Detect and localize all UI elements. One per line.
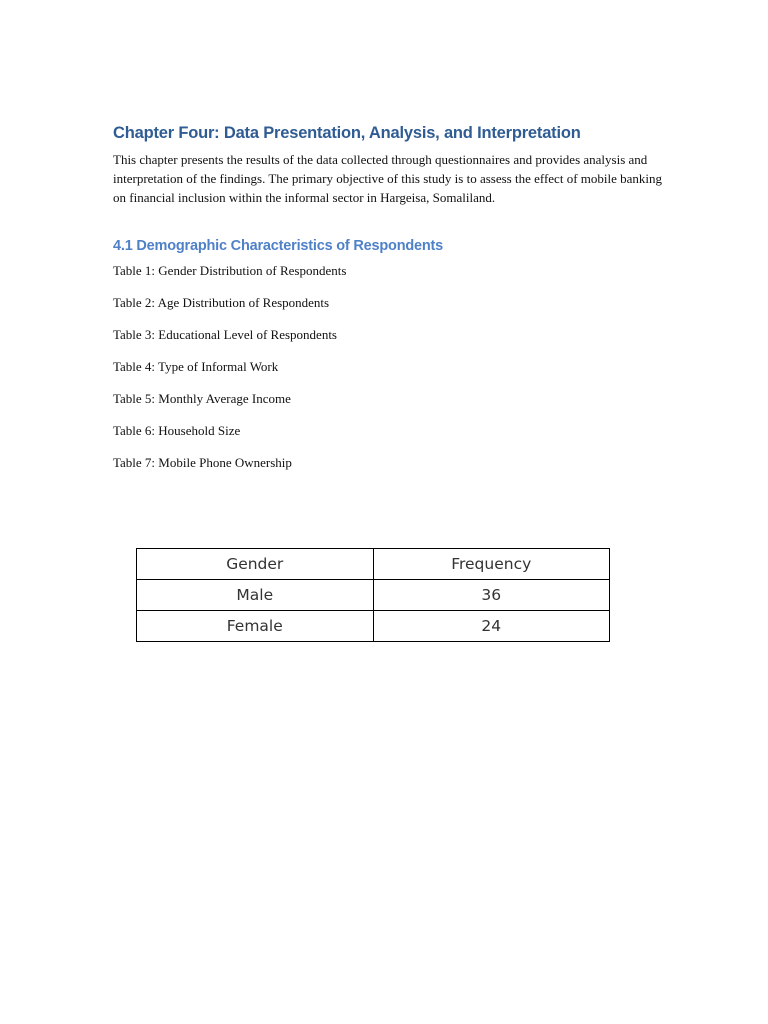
list-item: Table 3: Educational Level of Respondents bbox=[113, 327, 337, 342]
intro-paragraph: This chapter presents the results of the data collected through questionnaires and provides analysis and interpretation of the findings. The primary objective of this study is to assess the effect of mobile banking on financial inclusion within the informal sector in Hargeisa, Somaliland. bbox=[113, 152, 663, 205]
section-heading: 4.1 Demographic Characteristics of Respondents bbox=[113, 238, 444, 254]
list-item: Table 4: Type of Informal Work bbox=[113, 359, 279, 374]
list-item: Table 7: Mobile Phone Ownership bbox=[113, 455, 292, 470]
list-item: Table 2: Age Distribution of Respondents bbox=[113, 295, 330, 310]
column-header-frequency: Frequency bbox=[373, 549, 610, 580]
list-item: Table 1: Gender Distribution of Respondents bbox=[113, 263, 347, 278]
list-item: Table 5: Monthly Average Income bbox=[113, 391, 291, 406]
list-item: Table 6: Household Size bbox=[113, 423, 241, 438]
table-cell-frequency: 36 bbox=[373, 580, 610, 611]
table-header-row bbox=[137, 549, 610, 580]
chapter-title: Chapter Four: Data Presentation, Analysis, and Interpretation bbox=[113, 124, 581, 142]
table-cell-gender: Male bbox=[137, 580, 374, 611]
gender-table bbox=[136, 548, 610, 642]
column-header-gender: Gender bbox=[137, 549, 374, 580]
table-cell-frequency: 24 bbox=[373, 611, 610, 642]
table-list bbox=[113, 262, 346, 486]
table-row bbox=[137, 611, 610, 642]
table-cell-gender: Female bbox=[137, 611, 374, 642]
table-row bbox=[137, 580, 610, 611]
